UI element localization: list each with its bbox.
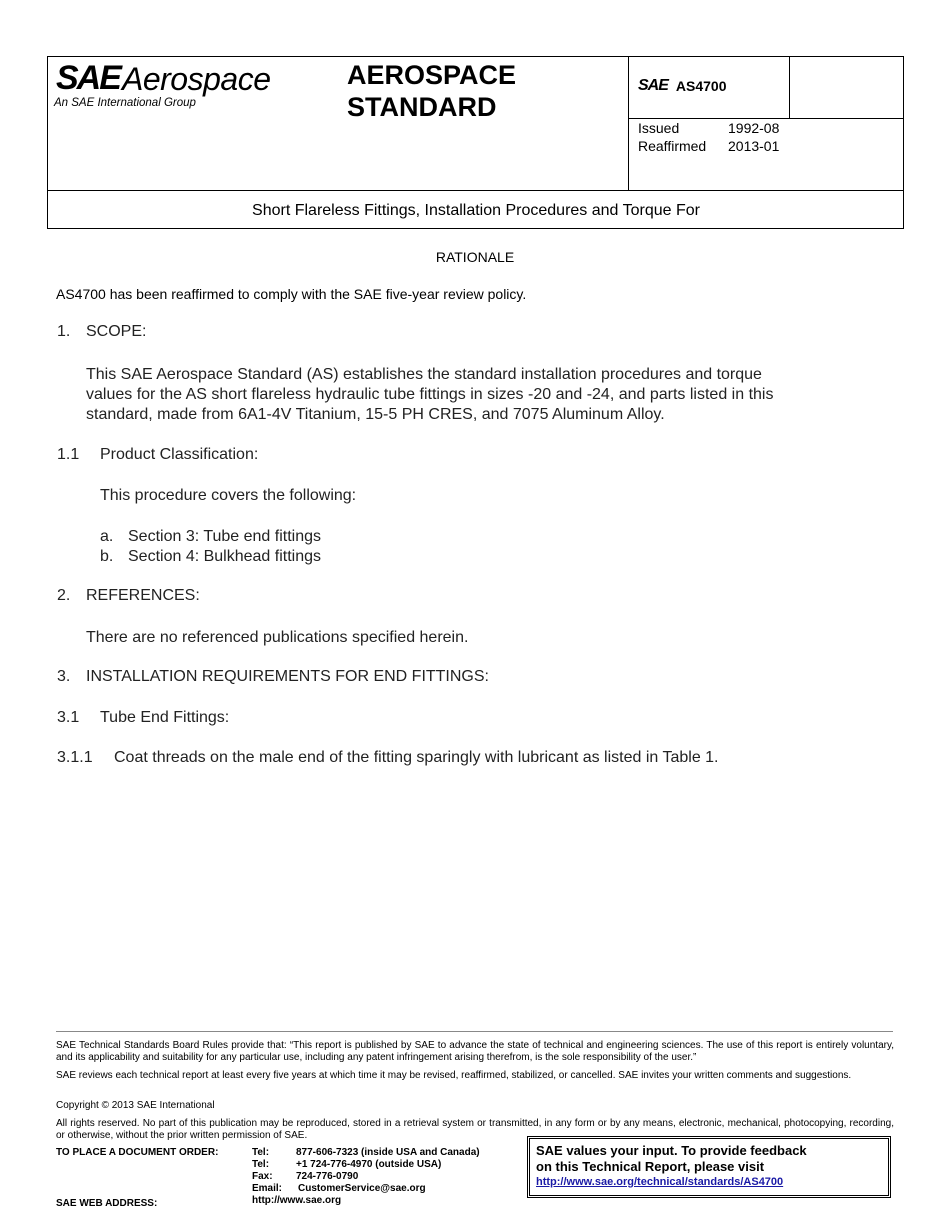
list-item-text: Section 4: Bulkhead fittings [128, 548, 322, 565]
section-3-heading [57, 668, 489, 686]
classification-list [100, 527, 321, 567]
classification-intro: This procedure covers the following: [100, 487, 357, 504]
document-dates [638, 119, 779, 155]
feedback-box [527, 1136, 891, 1198]
order-contacts [252, 1147, 480, 1207]
section-1-1-heading [57, 446, 258, 464]
header-divider [628, 57, 629, 190]
section-number: 1.1 [57, 446, 80, 463]
header-divider [48, 190, 904, 191]
web-address-label: SAE WEB ADDRESS: [56, 1198, 158, 1209]
contact-row [252, 1159, 480, 1171]
document-header [47, 56, 904, 229]
section-number: 2. [57, 587, 71, 604]
contact-label: Tel: [252, 1159, 270, 1170]
feedback-text: SAE values your input. To provide feedback [536, 1143, 807, 1158]
feedback-text: on this Technical Report, please visit [536, 1159, 765, 1174]
section-title: Tube End Fittings: [100, 709, 230, 726]
issued-value: 1992-08 [728, 120, 780, 136]
list-item [100, 547, 321, 567]
contact-row [252, 1183, 480, 1195]
section-text: Coat threads on the male end of the fitting sparingly with lubricant as listed in Table 1. [114, 749, 719, 766]
sae-logo-mark: SAE [56, 59, 120, 97]
standard-type-title [347, 59, 516, 123]
contact-label: Fax: [252, 1171, 273, 1182]
list-item-text: Section 3: Tube end fittings [128, 528, 322, 545]
scope-paragraph [86, 365, 773, 425]
section-3-1-heading [57, 709, 229, 727]
contact-row [252, 1171, 480, 1183]
feedback-link[interactable]: http://www.sae.org/technical/standards/AS4700 [536, 1176, 784, 1188]
email-link[interactable]: CustomerService@sae.org [298, 1183, 426, 1194]
list-marker: a. [100, 528, 114, 545]
document-number: AS4700 [675, 78, 727, 94]
web-address-link[interactable]: http://www.sae.org [252, 1195, 342, 1206]
section-title: SCOPE: [86, 323, 147, 340]
section-3-1-1-paragraph [57, 749, 719, 767]
board-rules-note: SAE Technical Standards Board Rules provide that: “This report is published by SAE to advance the state of technical and engineering sciences. The use of this report is entirely voluntary, and its applicability and suitability for any particular use, including any patent infringement arising therefrom, is the sole responsibility of the user.” [56, 1040, 894, 1063]
list-marker: b. [100, 548, 114, 565]
section-number: 3.1 [57, 709, 80, 726]
section-1-heading [57, 323, 146, 341]
order-label: TO PLACE A DOCUMENT ORDER: [56, 1147, 219, 1158]
paragraph-line: values for the AS short flareless hydraulic tube fittings in sizes -20 and -24, and parts listed in this [86, 386, 774, 403]
rights-note: All rights reserved. No part of this publication may be reproduced, stored in a retrieval system or transmitted, in any form or by any means, electronic, mechanical, photocopying, recording, or otherwise, without the prior written permission of SAE. [56, 1118, 894, 1141]
section-title: Product Classification: [100, 446, 259, 463]
rationale-heading: RATIONALE [435, 249, 515, 265]
contact-row [252, 1147, 480, 1159]
section-title: INSTALLATION REQUIREMENTS FOR END FITTINGS: [86, 668, 489, 685]
issued-label: Issued [638, 120, 680, 136]
document-number-box [638, 77, 727, 95]
header-divider [789, 57, 790, 118]
reaffirmed-value: 2013-01 [728, 138, 780, 154]
list-item [100, 527, 321, 547]
section-title: REFERENCES: [86, 587, 200, 604]
paragraph-line: This SAE Aerospace Standard (AS) establishes the standard installation procedures and torque [86, 366, 762, 383]
standard-title-line: STANDARD [347, 92, 497, 122]
phone-inside-usa[interactable]: 877-606-7323 (inside USA and Canada) [296, 1147, 480, 1158]
sae-logo-wordmark: Aerospace [122, 61, 271, 97]
section-number: 3. [57, 668, 71, 685]
references-text: There are no referenced publications specified herein. [86, 629, 469, 646]
section-2-heading [57, 587, 200, 605]
section-number: 3.1.1 [57, 749, 93, 766]
copyright-note: Copyright © 2013 SAE International [56, 1100, 215, 1111]
review-note: SAE reviews each technical report at least every five years at which time it may be revised, reaffirmed, stabilized, or cancelled. SAE invites your written comments and suggestions. [56, 1070, 852, 1081]
logo-subtitle: An SAE International Group [54, 97, 196, 109]
paragraph-line: standard, made from 6A1-4V Titanium, 15-5 PH CRES, and 7075 Aluminum Alloy. [86, 406, 665, 423]
contact-row [252, 1195, 480, 1207]
rationale-text: AS4700 has been reaffirmed to comply with the SAE five-year review policy. [56, 286, 527, 302]
contact-label: Email: [252, 1183, 283, 1194]
sae-mini-logo: SAE [638, 77, 668, 94]
footer-divider [56, 1031, 893, 1032]
fax-number: 724-776-0790 [296, 1171, 359, 1182]
phone-outside-usa[interactable]: +1 724-776-4970 (outside USA) [296, 1159, 442, 1170]
document-title: Short Flareless Fittings, Installation Procedures and Torque For [252, 202, 700, 219]
standard-title-line: AEROSPACE [347, 60, 517, 90]
contact-label: Tel: [252, 1147, 270, 1158]
section-number: 1. [57, 323, 71, 340]
reaffirmed-label: Reaffirmed [638, 138, 707, 154]
